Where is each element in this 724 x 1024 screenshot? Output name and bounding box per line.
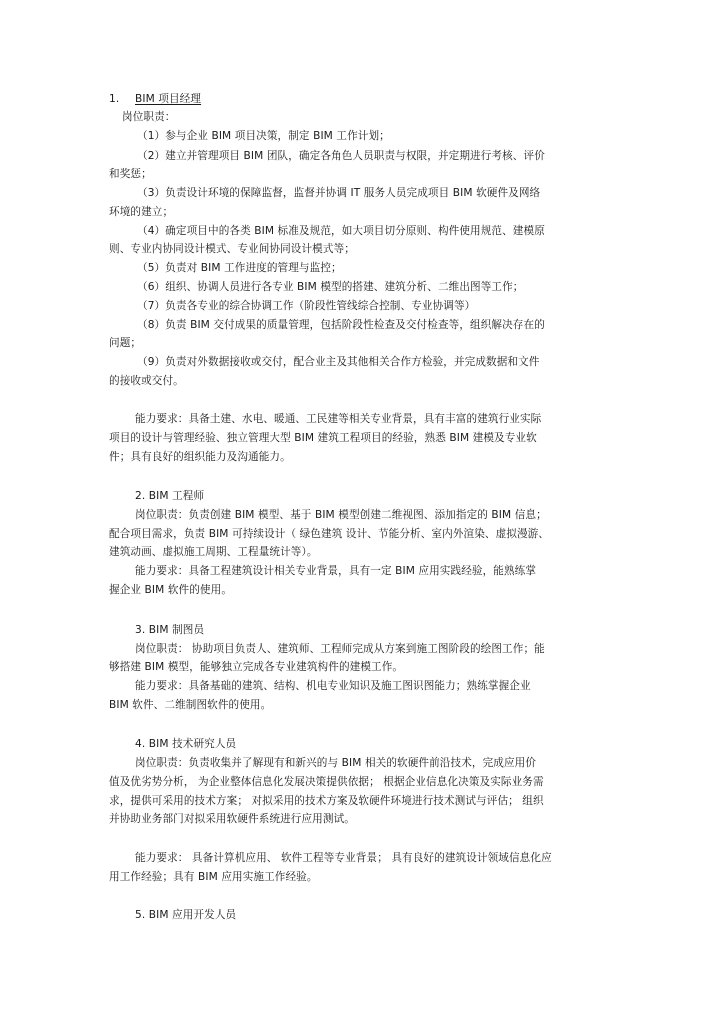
duty-line: （1）参与企业 BIM 项目决策，制定 BIM 工作计划；	[137, 130, 390, 142]
section-2-line: 配合项目需求，负责 BIM 可持续设计（ 绿色建筑 设计、节能分析、室内外渲染、虚拟漫游、	[109, 528, 550, 540]
section-5-title: 5. BIM 应用开发人员	[135, 909, 237, 921]
duty-line: （7）负责各专业的综合协调工作（阶段性管线综合控制、专业协调等）	[137, 300, 476, 312]
duty-line: 的接收或交付。	[109, 375, 184, 387]
duty-line: （2）建立并管理项目 BIM 团队，确定各角色人员职责与权限，并定期进行考核、评价	[137, 150, 545, 162]
duty-line: 环境的建立；	[109, 206, 174, 218]
section-4-line: 求，提供可采用的技术方案； 对拟采用的技术方案及软硬件环境进行技术测试与评估； 组织	[109, 795, 544, 807]
section-1-title	[109, 93, 201, 106]
section-3-line: 岗位职责： 协助项目负责人、建筑师、工程师完成从方案到施工图阶段的绘图工作；能	[135, 643, 545, 655]
section-2-line: 建筑动画、虚拟施工周期、工程量统计等）。	[109, 546, 318, 558]
duty-line: （3）负责设计环境的保障监督，监督并协调 IT 服务人员完成项目 BIM 软硬件及网络	[137, 187, 541, 199]
duty-line: （9）负责对外数据接收或交付，配合业主及其他相关合作方检验，并完成数据和文件	[137, 356, 540, 368]
duty-line: （5）负责对 BIM 工作进度的管理与监控；	[137, 262, 342, 274]
duty-line: （4）确定项目中的各类 BIM 标准及规范，如大项目切分原则、构件使用规范、建模原	[137, 225, 545, 237]
section-2-line: 岗位职责：负责创建 BIM 模型、基于 BIM 模型创建二维视图、添加指定的 BIM 信息；	[135, 509, 547, 521]
duty-line: 则、专业内协同设计模式、专业间协同设计模式等；	[109, 243, 355, 255]
duty-line: （6）组织、协调人员进行各专业 BIM 模型的搭建、建筑分析、二维出图等工作；	[137, 281, 524, 293]
section-1-heading: BIM 项目经理	[135, 93, 202, 105]
section-1-duty-label: 岗位职责：	[122, 111, 176, 123]
section-3-line: 能力要求：具备基础的建筑、结构、机电专业知识及施工图识图能力；熟练掌握企业	[135, 680, 531, 692]
section-4-title: 4. BIM 技术研究人员	[135, 738, 237, 750]
section-2-line: 能力要求：具备工程建筑设计相关专业背景，具有一定 BIM 应用实践经验，能熟练掌	[135, 565, 537, 577]
duty-line: 和奖惩；	[109, 168, 152, 180]
section-3-line: 够搭建 BIM 模型，能够独立完成各专业建筑构件的建模工作。	[109, 661, 404, 673]
section-4-line: 并协助业务部门对拟采用软硬件系统进行应用测试。	[109, 813, 355, 825]
duty-line: 问题；	[109, 337, 142, 349]
section-3-title: 3. BIM 制图员	[135, 624, 205, 636]
section-4-line: 值及优劣势分析， 为企业整体信息化发展决策提供依据； 根据企业信息化决策及实际业务需	[109, 776, 544, 788]
section-4-line: 能力要求： 具备计算机应用、 软件工程等专业背景； 具有良好的建筑设计领域信息化应	[135, 852, 552, 864]
section-2-line: 握企业 BIM 软件的使用。	[109, 584, 233, 596]
section-3-line: BIM 软件、二维制图软件的使用。	[109, 699, 272, 711]
section-2-title: 2. BIM 工程师	[135, 490, 205, 502]
section-4-line: 岗位职责：负责收集并了解现有和新兴的与 BIM 相关的软硬件前沿技术，完成应用价	[135, 757, 537, 769]
ability-line: 项目的设计与管理经验、独立管理大型 BIM 建筑工程项目的经验，熟悉 BIM 建模及专业软	[109, 432, 537, 444]
ability-line: 能力要求：具备土建、水电、暖通、工民建等相关专业背景，具有丰富的建筑行业实际	[135, 413, 542, 425]
section-4-line: 用工作经验；具有 BIM 应用实施工作经验。	[109, 871, 318, 883]
ability-line: 件；具有良好的组织能力及沟通能力。	[109, 451, 291, 463]
duty-line: （8）负责 BIM 交付成果的质量管理，包括阶段性检查及交付检查等，组织解决存在的	[137, 319, 545, 331]
section-1-number: 1.	[109, 93, 120, 105]
